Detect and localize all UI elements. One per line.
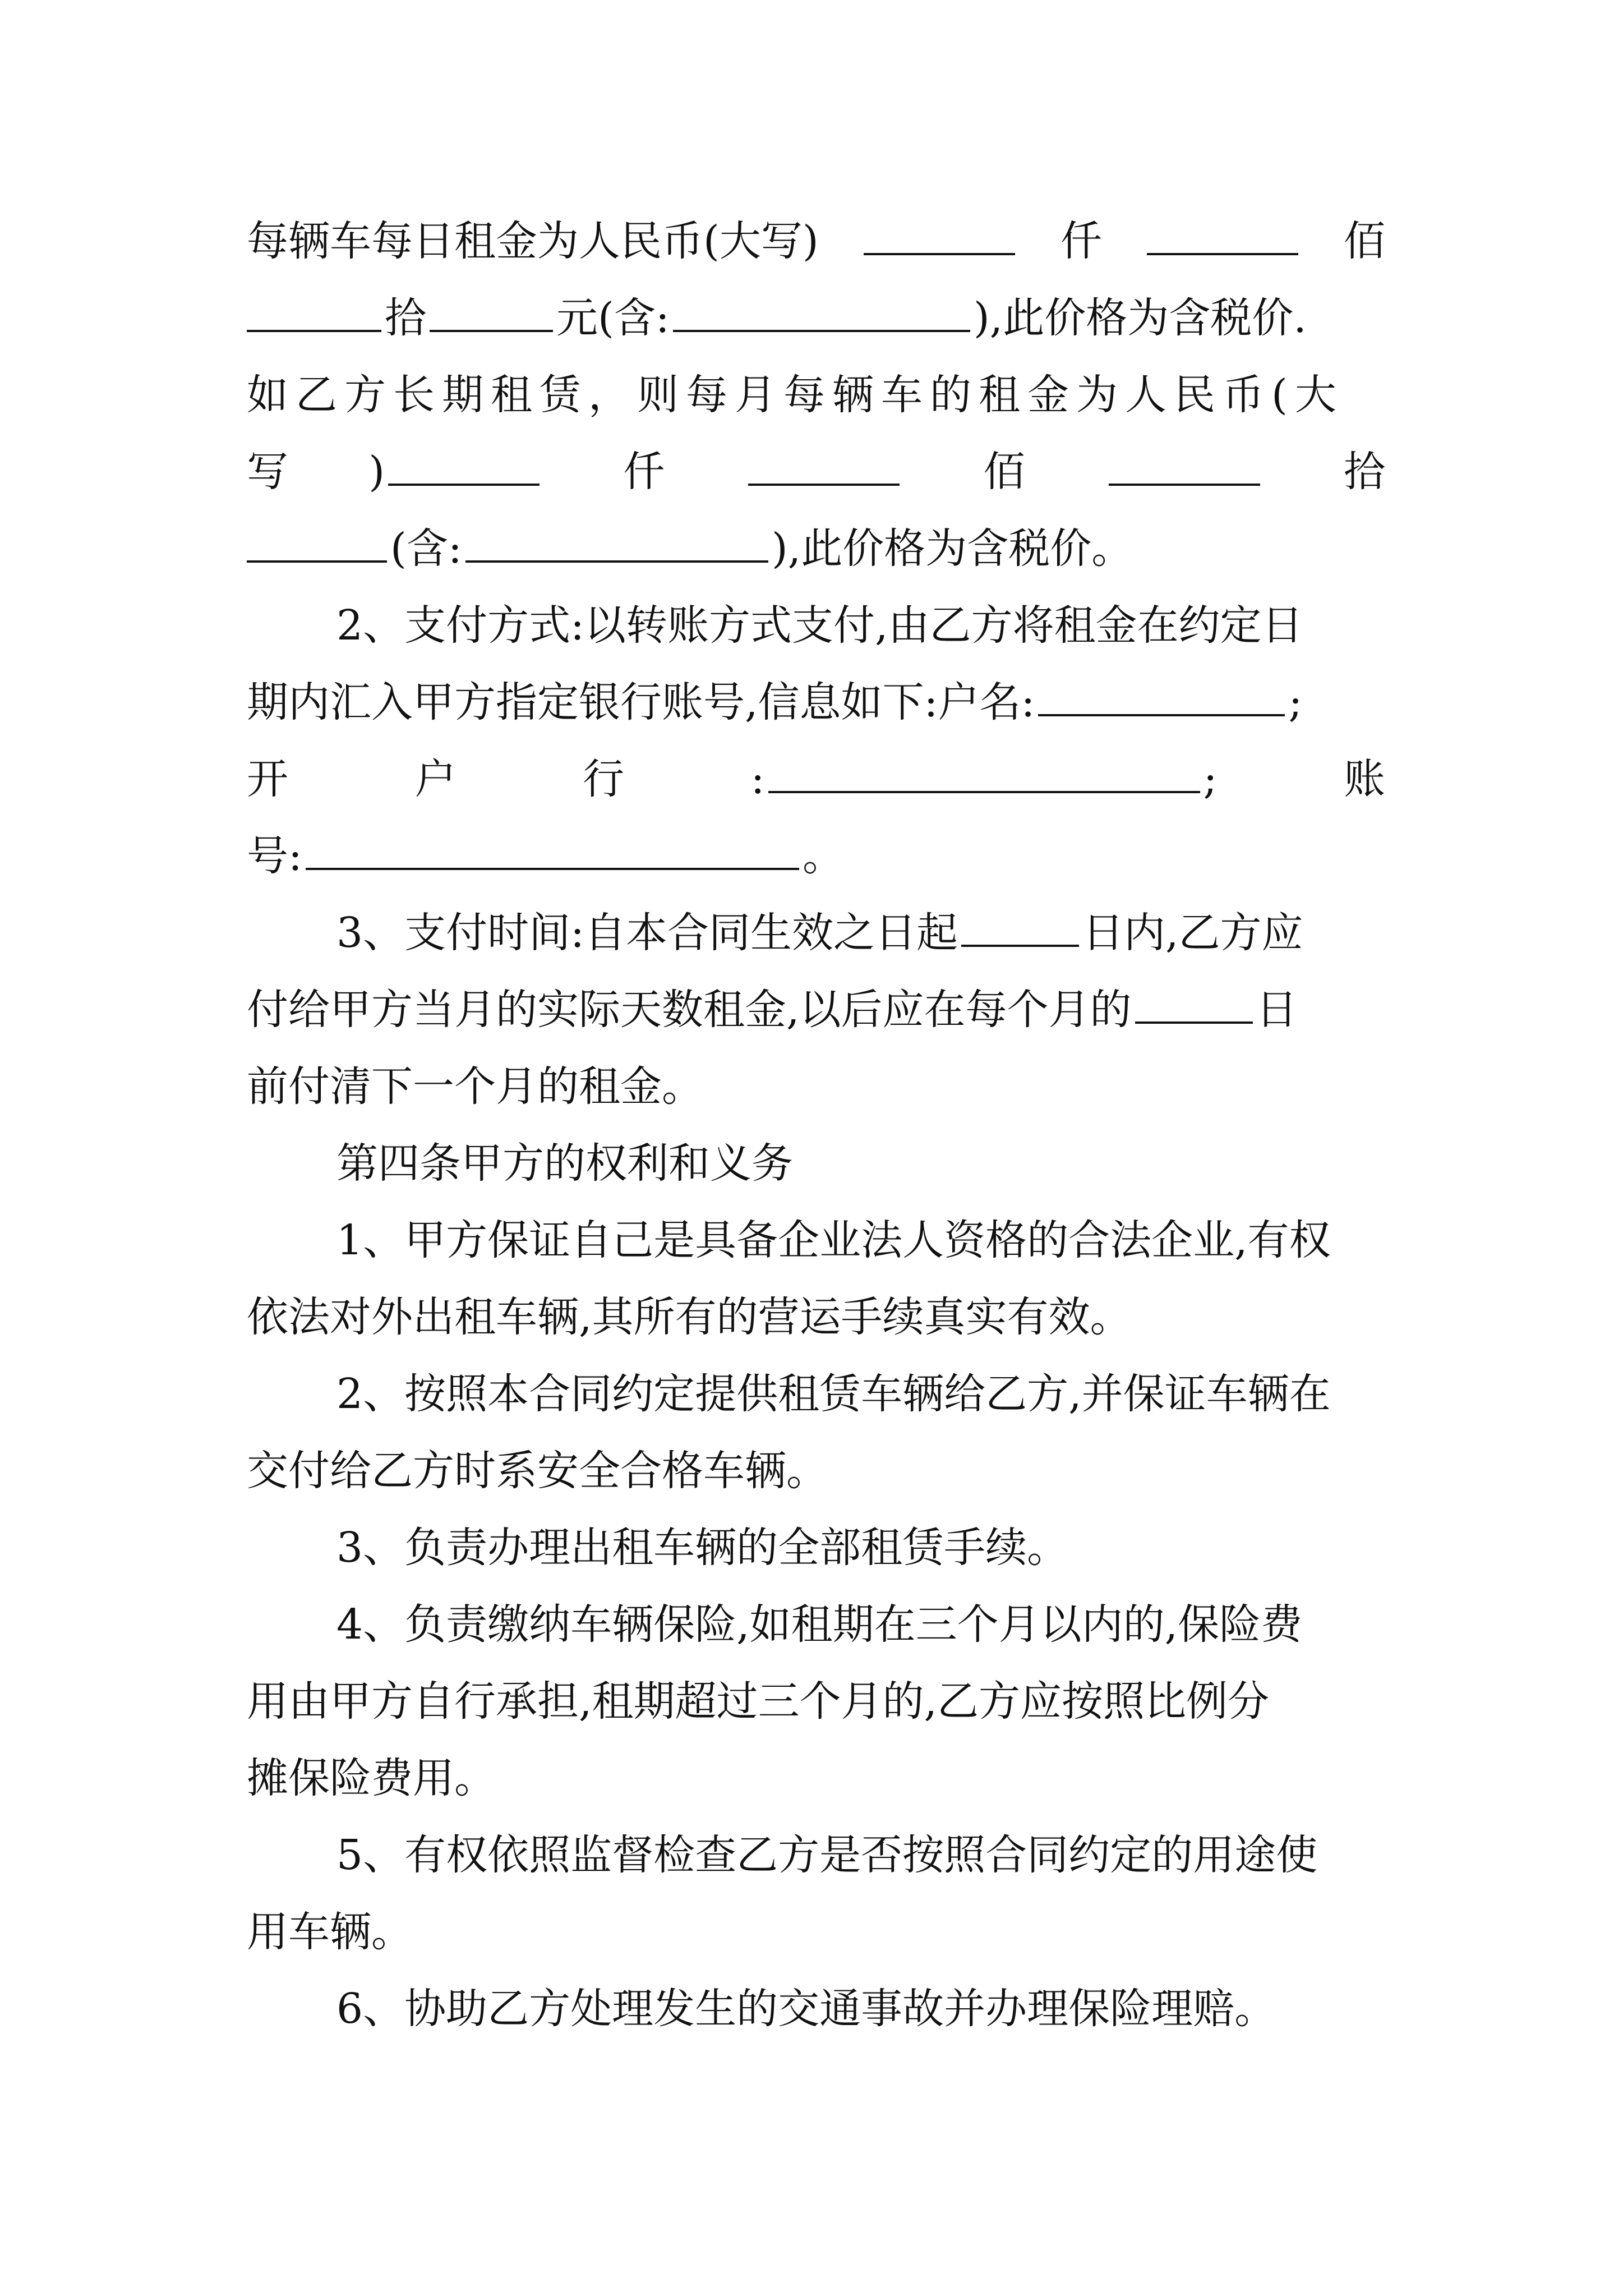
text-line-2 <box>247 290 1385 346</box>
text-line-22 <box>336 1827 1385 1883</box>
text-line-7 <box>247 674 1385 730</box>
text-segment: 用由甲方自行承担,租期超过三个月的,乙方应按照比例分 <box>247 1677 1270 1726</box>
text-segment: (含: <box>390 524 462 573</box>
text-segment: 日内,乙方应 <box>1082 909 1303 957</box>
fill-blank <box>1038 675 1285 716</box>
text-segment: 每辆车每日租金为人民币(大写) <box>247 217 819 265</box>
text-line-14 <box>336 1212 1385 1268</box>
text-segment: 佰 <box>1344 217 1385 265</box>
fill-blank <box>247 521 387 563</box>
text-segment: 。 <box>802 832 844 880</box>
text-segment: 付给甲方当月的实际天数租金,以后应在每个月的 <box>247 986 1132 1034</box>
text-line-11 <box>247 982 1385 1038</box>
fill-blank <box>961 905 1079 947</box>
text-segment: 拾 <box>385 294 426 342</box>
text-segment: 佰 <box>983 448 1025 496</box>
text-line-23 <box>247 1904 1385 1960</box>
text-line-21 <box>247 1750 1385 1806</box>
text-segment: 写 <box>247 448 288 496</box>
text-segment: 2、支付方式:以转账方式支付,由乙方将租金在约定日 <box>336 601 1303 650</box>
text-segment: 摊保险费用。 <box>247 1754 496 1802</box>
text-segment: ; <box>1203 755 1218 803</box>
text-line-15 <box>247 1289 1385 1345</box>
fill-blank <box>247 291 381 332</box>
text-line-17 <box>247 1443 1385 1499</box>
text-line-1 <box>247 213 1385 269</box>
text-segment: 拾 <box>1344 448 1385 496</box>
text-segment: 5、有权依照监督检查乙方是否按照合同约定的用途使 <box>336 1831 1318 1879</box>
text-line-16 <box>336 1366 1385 1422</box>
text-segment: ),此价格为含税价。 <box>771 524 1133 573</box>
fill-blank <box>1147 214 1298 255</box>
text-line-4 <box>247 444 1385 500</box>
text-segment: 第四条甲方的权利和义务 <box>336 1139 793 1188</box>
text-segment: 4、负责缴纳车辆保险,如租期在三个月以内的,保险费 <box>336 1600 1303 1649</box>
text-segment: 户 <box>414 755 457 803</box>
text-segment: ) <box>368 448 385 496</box>
text-line-9 <box>247 828 1385 884</box>
fill-blank <box>748 444 900 486</box>
text-segment: 仟 <box>623 448 665 496</box>
text-line-24 <box>336 1981 1385 2037</box>
text-segment: 3、负责办理出租车辆的全部租赁手续。 <box>336 1524 1069 1572</box>
fill-blank <box>306 829 799 870</box>
text-segment: 如乙方长期租赁，则每月每辆车的租金为人民币(大 <box>247 371 1344 419</box>
fill-blank <box>465 521 768 563</box>
text-segment: 日 <box>1256 986 1298 1034</box>
text-line-10 <box>336 905 1385 961</box>
fill-blank <box>1135 982 1253 1024</box>
text-line-5 <box>247 521 1385 577</box>
text-segment: 元(含: <box>556 294 670 342</box>
text-line-19 <box>336 1596 1385 1653</box>
text-segment: 仟 <box>1060 217 1102 265</box>
fill-blank <box>673 291 970 332</box>
text-line-18 <box>336 1520 1385 1576</box>
text-line-3 <box>247 367 1385 423</box>
fill-blank <box>1109 444 1260 486</box>
text-segment: 2、按照本合同约定提供租赁车辆给乙方,并保证车辆在 <box>336 1370 1331 1418</box>
text-segment: 3、支付时间:自本合同生效之日起 <box>336 909 958 957</box>
text-segment: 6、协助乙方处理发生的交通事故并办理保险理赔。 <box>336 1985 1276 2033</box>
text-segment: 交付给乙方时系安全合格车辆。 <box>247 1447 828 1495</box>
text-segment: 开 <box>247 755 288 803</box>
text-segment: 账 <box>1344 755 1385 803</box>
text-line-12 <box>247 1059 1385 1115</box>
text-segment: 期内汇入甲方指定银行账号,信息如下:户名: <box>247 678 1035 726</box>
text-segment: 前付清下一个月的租金。 <box>247 1062 703 1111</box>
text-line-20 <box>247 1673 1385 1729</box>
text-segment: 行 <box>583 755 625 803</box>
text-line-6 <box>336 597 1385 654</box>
text-segment: ),此价格为含税价. <box>973 294 1307 342</box>
fill-blank <box>768 752 1200 793</box>
fill-blank <box>388 444 540 486</box>
text-segment: : <box>750 755 765 803</box>
fill-blank <box>430 291 553 332</box>
text-segment: 用车辆。 <box>247 1908 413 1956</box>
section-heading <box>336 1135 1385 1191</box>
text-line-8 <box>247 751 1385 807</box>
text-segment: ; <box>1288 678 1303 726</box>
text-segment: 1、甲方保证自己是具备企业法人资格的合法企业,有权 <box>336 1216 1331 1264</box>
fill-blank <box>864 214 1015 255</box>
text-segment: 依法对外出租车辆,其所有的营运手续真实有效。 <box>247 1293 1132 1341</box>
text-segment: 号: <box>247 832 302 880</box>
